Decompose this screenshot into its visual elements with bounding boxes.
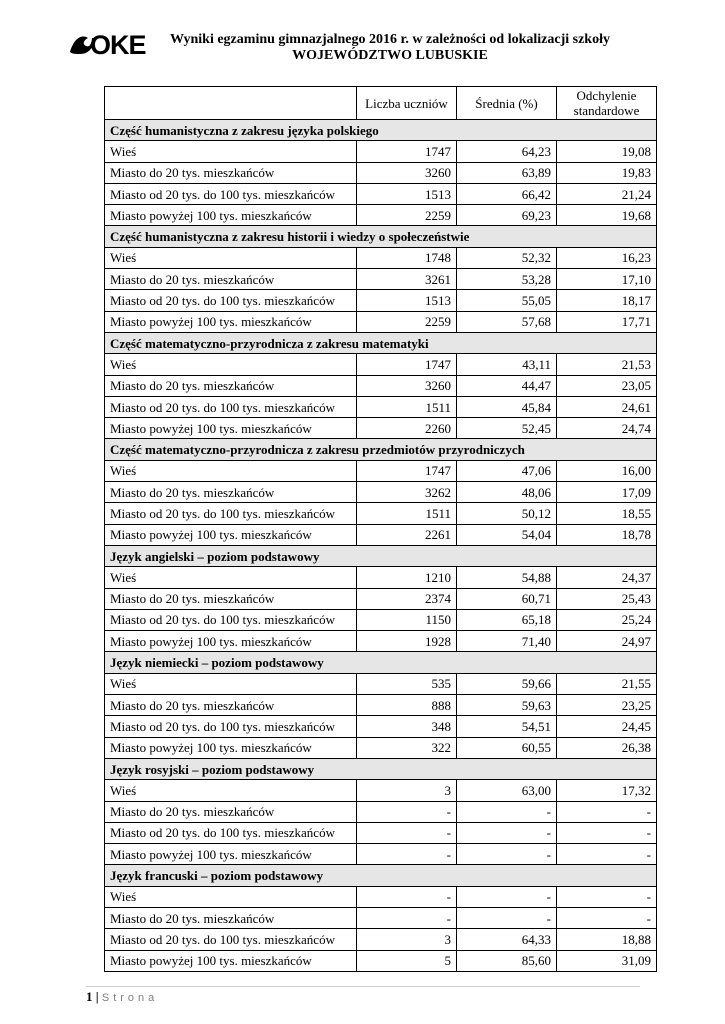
std-dev-cell: 17,71	[557, 311, 657, 332]
location-cell: Miasto powyżej 100 tys. mieszkańców	[105, 205, 357, 226]
std-dev-cell: 17,09	[557, 482, 657, 503]
location-cell: Miasto od 20 tys. do 100 tys. mieszkańców	[105, 183, 357, 204]
table-row	[105, 822, 657, 843]
std-dev-cell: 18,17	[557, 290, 657, 311]
table-row	[105, 673, 657, 694]
students-cell: 535	[357, 673, 457, 694]
location-cell: Miasto powyżej 100 tys. mieszkańców	[105, 950, 357, 971]
section-title: Część humanistyczna z zakresu historii i wiedzy o społeczeństwie	[105, 226, 657, 247]
mean-cell: 60,71	[457, 588, 557, 609]
mean-cell: 52,32	[457, 247, 557, 268]
std-dev-cell: 18,78	[557, 524, 657, 545]
column-header-mean: Średnia (%)	[457, 87, 557, 120]
table-row	[105, 162, 657, 183]
section-row	[105, 758, 657, 779]
std-dev-cell: 17,32	[557, 780, 657, 801]
mean-cell: 66,42	[457, 183, 557, 204]
mean-cell: 54,88	[457, 567, 557, 588]
std-dev-cell: -	[557, 907, 657, 928]
students-cell: 3260	[357, 162, 457, 183]
students-cell: 1747	[357, 354, 457, 375]
std-dev-cell: 31,09	[557, 950, 657, 971]
table-row	[105, 801, 657, 822]
std-dev-cell: 19,83	[557, 162, 657, 183]
results-table	[104, 86, 657, 972]
location-cell: Wieś	[105, 354, 357, 375]
std-dev-cell: -	[557, 801, 657, 822]
table-row	[105, 907, 657, 928]
table-row	[105, 183, 657, 204]
mean-cell: -	[457, 844, 557, 865]
table-row	[105, 886, 657, 907]
location-cell: Miasto od 20 tys. do 100 tys. mieszkańców	[105, 290, 357, 311]
students-cell: 1928	[357, 631, 457, 652]
page-footer	[86, 989, 158, 1005]
location-cell: Wieś	[105, 141, 357, 162]
students-cell: -	[357, 907, 457, 928]
mean-cell: 47,06	[457, 460, 557, 481]
location-cell: Miasto od 20 tys. do 100 tys. mieszkańców	[105, 716, 357, 737]
mean-cell: 59,66	[457, 673, 557, 694]
table-row	[105, 460, 657, 481]
students-cell: 5	[357, 950, 457, 971]
students-cell: 3262	[357, 482, 457, 503]
page-word: Strona	[101, 992, 159, 1004]
location-cell: Miasto do 20 tys. mieszkańców	[105, 907, 357, 928]
mean-cell: 52,45	[457, 418, 557, 439]
table-row	[105, 844, 657, 865]
std-dev-cell: 21,53	[557, 354, 657, 375]
mean-cell: -	[457, 801, 557, 822]
table-row	[105, 609, 657, 630]
std-dev-cell: 19,08	[557, 141, 657, 162]
location-cell: Miasto do 20 tys. mieszkańców	[105, 588, 357, 609]
table-row	[105, 780, 657, 801]
students-cell: 1511	[357, 396, 457, 417]
mean-cell: 65,18	[457, 609, 557, 630]
students-cell: 1150	[357, 609, 457, 630]
table-row	[105, 141, 657, 162]
mean-cell: 55,05	[457, 290, 557, 311]
students-cell: 348	[357, 716, 457, 737]
location-cell: Miasto powyżej 100 tys. mieszkańców	[105, 631, 357, 652]
table-row	[105, 716, 657, 737]
std-dev-cell: -	[557, 886, 657, 907]
location-cell: Miasto od 20 tys. do 100 tys. mieszkańców	[105, 609, 357, 630]
mean-cell: 43,11	[457, 354, 557, 375]
location-cell: Miasto od 20 tys. do 100 tys. mieszkańców	[105, 396, 357, 417]
location-cell: Wieś	[105, 673, 357, 694]
mean-cell: 64,33	[457, 929, 557, 950]
table-header-row	[105, 87, 657, 120]
oke-logo	[68, 28, 146, 60]
mean-cell: 54,04	[457, 524, 557, 545]
mean-cell: 54,51	[457, 716, 557, 737]
std-dev-cell: 26,38	[557, 737, 657, 758]
table-row	[105, 354, 657, 375]
mean-cell: 59,63	[457, 695, 557, 716]
table-row	[105, 482, 657, 503]
section-row	[105, 226, 657, 247]
table-row	[105, 567, 657, 588]
location-cell: Wieś	[105, 780, 357, 801]
mean-cell: -	[457, 822, 557, 843]
std-dev-cell: 16,00	[557, 460, 657, 481]
mean-cell: 57,68	[457, 311, 557, 332]
column-header-location	[105, 87, 357, 120]
mean-cell: 44,47	[457, 375, 557, 396]
students-cell: 1747	[357, 141, 457, 162]
std-dev-cell: 18,55	[557, 503, 657, 524]
mean-cell: 64,23	[457, 141, 557, 162]
location-cell: Miasto powyżej 100 tys. mieszkańców	[105, 737, 357, 758]
std-dev-cell: 25,24	[557, 609, 657, 630]
table-row	[105, 695, 657, 716]
students-cell: 3261	[357, 269, 457, 290]
section-row	[105, 439, 657, 460]
mean-cell: 60,55	[457, 737, 557, 758]
std-dev-cell: 24,37	[557, 567, 657, 588]
page-number: 1	[86, 989, 93, 1004]
section-row	[105, 332, 657, 353]
students-cell: 1511	[357, 503, 457, 524]
students-cell: 2374	[357, 588, 457, 609]
section-row	[105, 652, 657, 673]
std-dev-cell: 17,10	[557, 269, 657, 290]
std-dev-cell: 21,55	[557, 673, 657, 694]
table-row	[105, 631, 657, 652]
location-cell: Miasto powyżej 100 tys. mieszkańców	[105, 311, 357, 332]
students-cell: 2260	[357, 418, 457, 439]
std-dev-cell: 18,88	[557, 929, 657, 950]
location-cell: Wieś	[105, 247, 357, 268]
section-title: Język niemiecki – poziom podstawowy	[105, 652, 657, 673]
table-row	[105, 418, 657, 439]
section-title: Język francuski – poziom podstawowy	[105, 865, 657, 886]
location-cell: Miasto do 20 tys. mieszkańców	[105, 482, 357, 503]
section-row	[105, 545, 657, 566]
table-row	[105, 375, 657, 396]
students-cell: 2259	[357, 311, 457, 332]
column-header-std-dev: Odchylenie standardowe	[557, 87, 657, 120]
students-cell: 1747	[357, 460, 457, 481]
footer-divider	[86, 986, 640, 987]
std-dev-cell: 23,05	[557, 375, 657, 396]
students-cell: 3	[357, 780, 457, 801]
students-cell: 2261	[357, 524, 457, 545]
std-dev-cell: 23,25	[557, 695, 657, 716]
table-row	[105, 929, 657, 950]
std-dev-cell: -	[557, 844, 657, 865]
table-row	[105, 950, 657, 971]
section-title: Część matematyczno-przyrodnicza z zakresu matematyki	[105, 332, 657, 353]
table-row	[105, 396, 657, 417]
std-dev-cell: 19,68	[557, 205, 657, 226]
students-cell: 1513	[357, 290, 457, 311]
section-row	[105, 120, 657, 141]
students-cell: 322	[357, 737, 457, 758]
students-cell: 888	[357, 695, 457, 716]
section-row	[105, 865, 657, 886]
location-cell: Miasto od 20 tys. do 100 tys. mieszkańców	[105, 929, 357, 950]
table-row	[105, 269, 657, 290]
section-title: Język rosyjski – poziom podstawowy	[105, 758, 657, 779]
location-cell: Miasto do 20 tys. mieszkańców	[105, 695, 357, 716]
mean-cell: 50,12	[457, 503, 557, 524]
location-cell: Miasto do 20 tys. mieszkańców	[105, 801, 357, 822]
location-cell: Miasto od 20 tys. do 100 tys. mieszkańców	[105, 503, 357, 524]
section-title: Język angielski – poziom podstawowy	[105, 545, 657, 566]
mean-cell: 85,60	[457, 950, 557, 971]
location-cell: Miasto od 20 tys. do 100 tys. mieszkańców	[105, 822, 357, 843]
title-line-2: WOJEWÓDZTWO LUBUSKIE	[292, 48, 488, 63]
table-row	[105, 290, 657, 311]
students-cell: -	[357, 822, 457, 843]
std-dev-cell: 21,24	[557, 183, 657, 204]
title-line-1: Wyniki egzaminu gimnazjalnego 2016 r. w zależności od lokalizacji szkoły	[170, 32, 610, 47]
students-cell: 1210	[357, 567, 457, 588]
students-cell: 3	[357, 929, 457, 950]
std-dev-cell: -	[557, 822, 657, 843]
std-dev-cell: 24,45	[557, 716, 657, 737]
std-dev-cell: 16,23	[557, 247, 657, 268]
students-cell: 1513	[357, 183, 457, 204]
students-cell: -	[357, 844, 457, 865]
students-cell: 2259	[357, 205, 457, 226]
students-cell: 1748	[357, 247, 457, 268]
table-row	[105, 588, 657, 609]
location-cell: Miasto do 20 tys. mieszkańców	[105, 269, 357, 290]
mean-cell: 71,40	[457, 631, 557, 652]
table-row	[105, 205, 657, 226]
location-cell: Miasto powyżej 100 tys. mieszkańców	[105, 524, 357, 545]
mean-cell: -	[457, 886, 557, 907]
students-cell: 3260	[357, 375, 457, 396]
location-cell: Wieś	[105, 567, 357, 588]
std-dev-cell: 25,43	[557, 588, 657, 609]
mean-cell: 63,00	[457, 780, 557, 801]
mean-cell: 63,89	[457, 162, 557, 183]
mean-cell: 45,84	[457, 396, 557, 417]
location-cell: Miasto powyżej 100 tys. mieszkańców	[105, 844, 357, 865]
std-dev-cell: 24,97	[557, 631, 657, 652]
table-row	[105, 311, 657, 332]
table-row	[105, 247, 657, 268]
footer-separator: |	[95, 989, 99, 1004]
column-header-students: Liczba uczniów	[357, 87, 457, 120]
location-cell: Wieś	[105, 886, 357, 907]
mean-cell: 48,06	[457, 482, 557, 503]
page-title	[140, 32, 640, 64]
table-row	[105, 503, 657, 524]
mean-cell: -	[457, 907, 557, 928]
mean-cell: 53,28	[457, 269, 557, 290]
logo-text: OKE	[90, 30, 146, 60]
table-row	[105, 737, 657, 758]
std-dev-cell: 24,61	[557, 396, 657, 417]
location-cell: Miasto do 20 tys. mieszkańców	[105, 375, 357, 396]
location-cell: Wieś	[105, 460, 357, 481]
section-title: Część humanistyczna z zakresu języka polskiego	[105, 120, 657, 141]
table-body	[105, 120, 657, 972]
students-cell: -	[357, 886, 457, 907]
location-cell: Miasto powyżej 100 tys. mieszkańców	[105, 418, 357, 439]
section-title: Część matematyczno-przyrodnicza z zakresu przedmiotów przyrodniczych	[105, 439, 657, 460]
students-cell: -	[357, 801, 457, 822]
mean-cell: 69,23	[457, 205, 557, 226]
table-row	[105, 524, 657, 545]
std-dev-cell: 24,74	[557, 418, 657, 439]
location-cell: Miasto do 20 tys. mieszkańców	[105, 162, 357, 183]
